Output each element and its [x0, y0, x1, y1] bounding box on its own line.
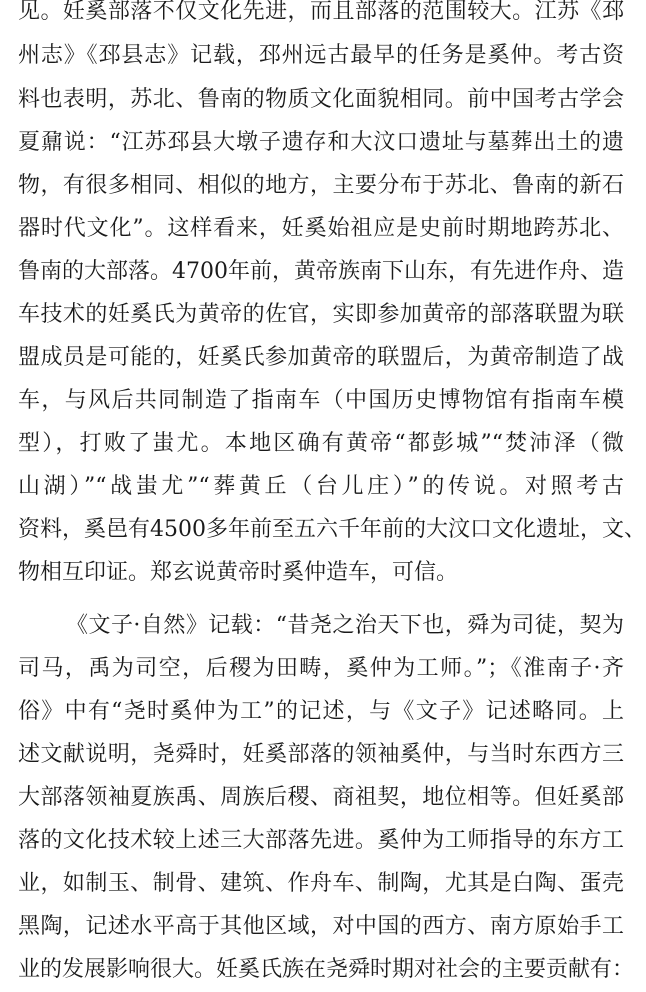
text-line: 料也表明，苏北、鲁南的物质文化面貌相同。前中国考古学会 [18, 87, 624, 112]
text-line: 盟成员是可能的，妊奚氏参加黄帝的联盟后，为黄帝制造了战 [18, 345, 624, 370]
text-line: 物，有很多相同、相似的地方，主要分布于苏北、鲁南的新石 [18, 173, 624, 198]
text-line: 业的发展影响很大。妊奚氏族在尧舜时期对社会的主要贡献有： [18, 957, 635, 982]
text-line: 器时代文化”。这样看来，妊奚始祖应是史前时期地跨苏北、 [18, 216, 624, 241]
text-line: 车技术的妊奚氏为黄帝的佐官，实即参加黄帝的部落联盟为联 [18, 302, 624, 327]
text-line: 俗》中有“尧时奚仲为工”的记述，与《文子》记述略同。上 [18, 699, 624, 724]
text-line: 资料，奚邑有4500多年前至五六千年前的大汶口文化遗址，文、 [18, 517, 646, 542]
text-line: 夏鼐说：“江苏邳县大墩子遗存和大汶口遗址与墓葬出土的遗 [18, 130, 624, 155]
text-line: 山湖）”“战蚩尤”“葬黄丘（台儿庄）”的传说。对照考古 [18, 474, 624, 499]
text-line: 见。妊奚部落不仅文化先进，而且部落的范围较大。江苏《邳 [18, 0, 624, 24]
text-line: 业，如制玉、制骨、建筑、作舟车、制陶，尤其是白陶、蛋壳 [18, 871, 624, 896]
text-line: 司马，禹为司空，后稷为田畴，奚仲为工师。”；《淮南子·齐 [18, 656, 624, 681]
text-line: 型），打败了蚩尤。本地区确有黄帝“都彭城”“焚沛泽（微 [18, 431, 624, 456]
text-line: 大部落领袖夏族禹、周族后稷、商祖契，地位相等。但妊奚部 [18, 785, 624, 810]
text-line: 述文献说明，尧舜时，妊奚部落的领袖奚仲，与当时东西方三 [18, 742, 624, 767]
text-line: 物相互印证。郑玄说黄帝时奚仲造车，可信。 [18, 560, 459, 585]
text-line: 州志》《邳县志》记载，邳州远古最早的任务是奚仲。考古资 [18, 43, 624, 68]
text-line: 《文子·自然》记载：“昔尧之治天下也，舜为司徒，契为 [66, 613, 624, 638]
text-line: 车，与风后共同制造了指南车（中国历史博物馆有指南车模 [18, 388, 624, 413]
text-line: 黑陶，记述水平高于其他区域，对中国的西方、南方原始手工 [18, 914, 624, 939]
text-line: 鲁南的大部落。4700年前，黄帝族南下山东，有先进作舟、造 [18, 259, 624, 284]
text-line: 落的文化技术较上述三大部落先进。奚仲为工师指导的东方工 [18, 828, 624, 853]
